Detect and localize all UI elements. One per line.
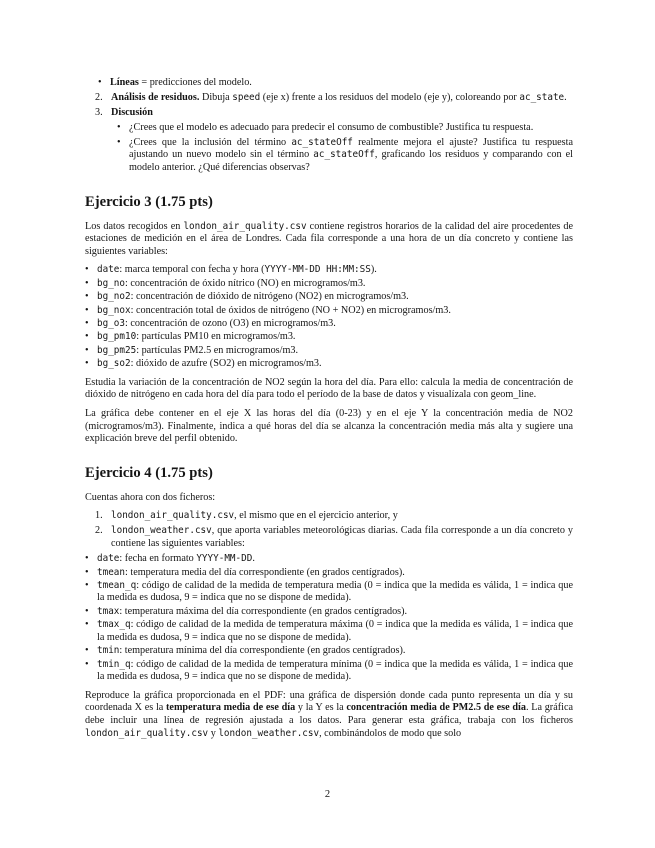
inline-text: Reproduce la gráfica proporcionada en el PDF: una gráfica de dispersión donde cada punto representa un día y su coordenada X es la bbox=[85, 689, 573, 714]
inline-code: tmean bbox=[97, 566, 125, 578]
document-content bbox=[85, 74, 573, 746]
inline-text: , combinándolos de modo que solo bbox=[319, 727, 462, 739]
list-item-fichero-1 bbox=[95, 510, 573, 523]
list-item-var-bg-pm10 bbox=[85, 331, 573, 344]
list-marker: 1. bbox=[95, 510, 103, 522]
inline-text: : marca temporal con fecha y hora ( bbox=[119, 264, 265, 276]
list-marker: • bbox=[117, 136, 121, 148]
inline-code: YYYY-MM-DD HH:MM:SS bbox=[264, 264, 371, 276]
list-item-var-tmin bbox=[85, 645, 573, 658]
list-marker: • bbox=[85, 264, 89, 276]
inline-bold: concentración media de PM2.5 de ese día bbox=[346, 702, 526, 714]
inline-text: : dióxido de azufre (SO2) en microgramos/m3. bbox=[130, 358, 322, 370]
inline-text: . La gráfica debe incluir una línea de regresión ajustada a los datos. Para generar esta gráfica, trabaja con los ficheros bbox=[85, 702, 573, 727]
inline-text: y la Y es la bbox=[295, 702, 347, 714]
list-item-discusion bbox=[95, 107, 573, 120]
list-marker: • bbox=[85, 645, 89, 657]
inline-bold: temperatura media de ese día bbox=[166, 702, 296, 714]
inline-text: : temperatura media del día correspondiente (en grados centígrados). bbox=[125, 566, 405, 578]
inline-code: tmean_q bbox=[97, 579, 137, 591]
inline-text: : temperatura mínima del día correspondiente (en grados centígrados). bbox=[119, 645, 406, 657]
list-item-var-date bbox=[85, 264, 573, 277]
inline-text: : temperatura máxima del día correspondiente (en grados centígrados). bbox=[119, 605, 408, 617]
inline-text: : código de calidad de la medida de temperatura media (0 = indica que la medida es válida, 1 = indica que la medida es dudosa, 9 = indica que no se dispone de medida). bbox=[97, 579, 573, 604]
inline-code: london_air_quality.csv bbox=[111, 510, 235, 522]
inline-text: . bbox=[252, 553, 255, 565]
list-item-analisis-residuos bbox=[95, 92, 573, 105]
inline-code: bg_pm10 bbox=[97, 331, 137, 343]
list-item-var-tmean bbox=[85, 567, 573, 580]
inline-text: (eje x) frente a los residuos del modelo (eje y), coloreando por bbox=[260, 91, 520, 103]
paragraph-ej4-intro bbox=[85, 492, 573, 505]
inline-text: , graficando los residuos y comparando con el modelo anterior. ¿Qué diferencias observas? bbox=[129, 149, 573, 174]
paragraph-ej4-reproduce bbox=[85, 690, 573, 740]
inline-text: : partículas PM2.5 en microgramos/m3. bbox=[136, 344, 299, 356]
inline-text: : concentración total de óxidos de nitrógeno (NO + NO2) en microgramos/m3. bbox=[130, 304, 451, 316]
list-marker: • bbox=[85, 566, 89, 578]
list-marker: • bbox=[98, 76, 102, 88]
list-item-var-tmin-q bbox=[85, 659, 573, 684]
inline-code: bg_o3 bbox=[97, 318, 125, 329]
list-item-discusion-2 bbox=[117, 137, 573, 175]
inline-bold: Análisis de residuos. bbox=[111, 91, 200, 103]
list-marker: • bbox=[85, 291, 89, 303]
list-marker: • bbox=[85, 331, 89, 343]
inline-bold: Líneas bbox=[110, 76, 139, 88]
list-marker: • bbox=[85, 579, 89, 591]
inline-text: Los datos recogidos en bbox=[85, 220, 184, 232]
list-item-var-bg-o3 bbox=[85, 318, 573, 331]
paragraph-ej3-grafica bbox=[85, 408, 573, 446]
list-item-var-bg-pm25 bbox=[85, 345, 573, 358]
inline-text: Dibuja bbox=[199, 91, 233, 103]
inline-code: speed bbox=[232, 91, 261, 103]
inline-code: date bbox=[97, 264, 120, 276]
list-marker: • bbox=[85, 358, 89, 370]
inline-text: : código de calidad de la medida de temperatura máxima (0 = indica que la medida es válida, 1 = indica que la medida es dudosa, 9 = indica que no se dispone de medida). bbox=[97, 619, 573, 643]
list-marker: • bbox=[85, 658, 89, 670]
list-item-var-tmean-q bbox=[85, 580, 573, 605]
inline-code: ac_state bbox=[519, 91, 565, 103]
section-heading-ejercicio-4: Ejercicio 4 (1.75 pts) bbox=[85, 464, 213, 481]
inline-text: ¿Crees que el modelo es adecuado para predecir el consumo de combustible? Justifica tu respuesta. bbox=[129, 121, 534, 133]
list-marker: 2. bbox=[95, 91, 103, 103]
list-marker: • bbox=[85, 318, 89, 329]
list-item-lineas bbox=[98, 77, 573, 90]
inline-text: y bbox=[208, 727, 219, 739]
inline-text: : código de calidad de la medida de temperatura mínima (0 = indica que la medida es válida, 1 = indica que la medida es dudosa, 9 = indica que no se dispone de medida). bbox=[97, 658, 573, 683]
inline-code: tmin_q bbox=[97, 658, 131, 670]
inline-text: : concentración de ozono (O3) en microgramos/m3. bbox=[125, 318, 336, 329]
list-item-var-bg-no bbox=[85, 278, 573, 291]
inline-code: ac_stateOff bbox=[291, 136, 353, 148]
list-marker: • bbox=[85, 553, 89, 565]
inline-text: Cuentas ahora con dos ficheros: bbox=[85, 491, 216, 503]
inline-code: ac_stateOff bbox=[313, 149, 375, 161]
inline-code: london_weather.csv bbox=[111, 525, 212, 537]
inline-text: , el mismo que en el ejercicio anterior, y bbox=[234, 510, 398, 522]
list-marker: 2. bbox=[95, 525, 103, 537]
inline-code: london_air_quality.csv bbox=[85, 727, 209, 739]
list-marker: • bbox=[85, 344, 89, 356]
page-number: 2 bbox=[324, 789, 331, 800]
paragraph-ej3-intro bbox=[85, 221, 573, 259]
list-item-var-tmax-q bbox=[85, 619, 573, 644]
inline-text: contiene registros horarios de la calidad del aire procedentes de estaciones de medición en el área de Londres. Cada fila corresponde a una hora de un día concreto y contiene las siguientes variables: bbox=[85, 220, 573, 257]
list-item-fichero-2 bbox=[95, 525, 573, 550]
inline-code: london_air_quality.csv bbox=[183, 220, 307, 232]
list-marker: 3. bbox=[95, 106, 103, 118]
list-item-discusion-1 bbox=[117, 122, 573, 135]
list-item-var-bg-no2 bbox=[85, 291, 573, 304]
inline-text: ). bbox=[370, 264, 377, 276]
list-item-var-date-2 bbox=[85, 553, 573, 566]
inline-text: La gráfica debe contener en el eje X las horas del día (0-23) y en el eje Y la concentración media de NO2 (microgramos/m3). Finalmente, indica a qué horas del día se alcanza la concentración media más alta y sugiere una explicación breve del perfil obtenido. bbox=[85, 407, 573, 445]
inline-code: bg_no2 bbox=[97, 291, 131, 303]
list-marker: • bbox=[85, 619, 89, 631]
inline-code: tmax_q bbox=[97, 619, 131, 631]
section-heading-ejercicio-3: Ejercicio 3 (1.75 pts) bbox=[85, 193, 213, 210]
inline-text: ¿Crees que la inclusión del término bbox=[129, 136, 292, 148]
list-marker: • bbox=[85, 605, 89, 617]
inline-text: Estudia la variación de la concentración de NO2 según la hora del día. Para ello: calcula la media de concentración de dióxido de nitrógeno en cada hora del día para todo el período de la base de datos y visualízala con geom_line. bbox=[85, 376, 573, 401]
inline-text: : partículas PM10 en microgramos/m3. bbox=[136, 331, 296, 343]
inline-text: . bbox=[564, 91, 567, 103]
paragraph-ej3-estudia bbox=[85, 377, 573, 402]
list-item-var-bg-nox bbox=[85, 305, 573, 318]
inline-code: bg_nox bbox=[97, 304, 131, 316]
inline-code: date bbox=[97, 553, 120, 565]
inline-text: , que aporta variables meteorológicas diarias. Cada fila corresponde a un día concreto y contiene las siguientes variables: bbox=[111, 525, 573, 550]
inline-bold: Discusión bbox=[111, 106, 153, 118]
inline-code: YYYY-MM-DD bbox=[196, 553, 253, 565]
inline-text: realmente mejora el ajuste? Justifica tu respuesta ajustando un nuevo modelo sin el término bbox=[129, 136, 574, 161]
inline-text: : concentración de óxido nítrico (NO) en microgramos/m3. bbox=[125, 277, 366, 289]
inline-code: tmax bbox=[97, 605, 120, 617]
inline-code: bg_so2 bbox=[97, 358, 131, 370]
list-item-var-bg-so2 bbox=[85, 358, 573, 371]
inline-code: bg_pm25 bbox=[97, 344, 137, 356]
inline-code: tmin bbox=[97, 645, 120, 657]
inline-text: = predicciones del modelo. bbox=[138, 76, 252, 88]
inline-code: london_weather.csv bbox=[218, 727, 320, 739]
list-marker: • bbox=[85, 277, 89, 289]
inline-code: bg_no bbox=[97, 277, 125, 289]
list-item-var-tmax bbox=[85, 606, 573, 619]
inline-text: : concentración de dióxido de nitrógeno (NO2) en microgramos/m3. bbox=[130, 291, 409, 303]
inline-text: : fecha en formato bbox=[119, 553, 197, 565]
list-marker: • bbox=[117, 121, 121, 133]
list-marker: • bbox=[85, 304, 89, 316]
